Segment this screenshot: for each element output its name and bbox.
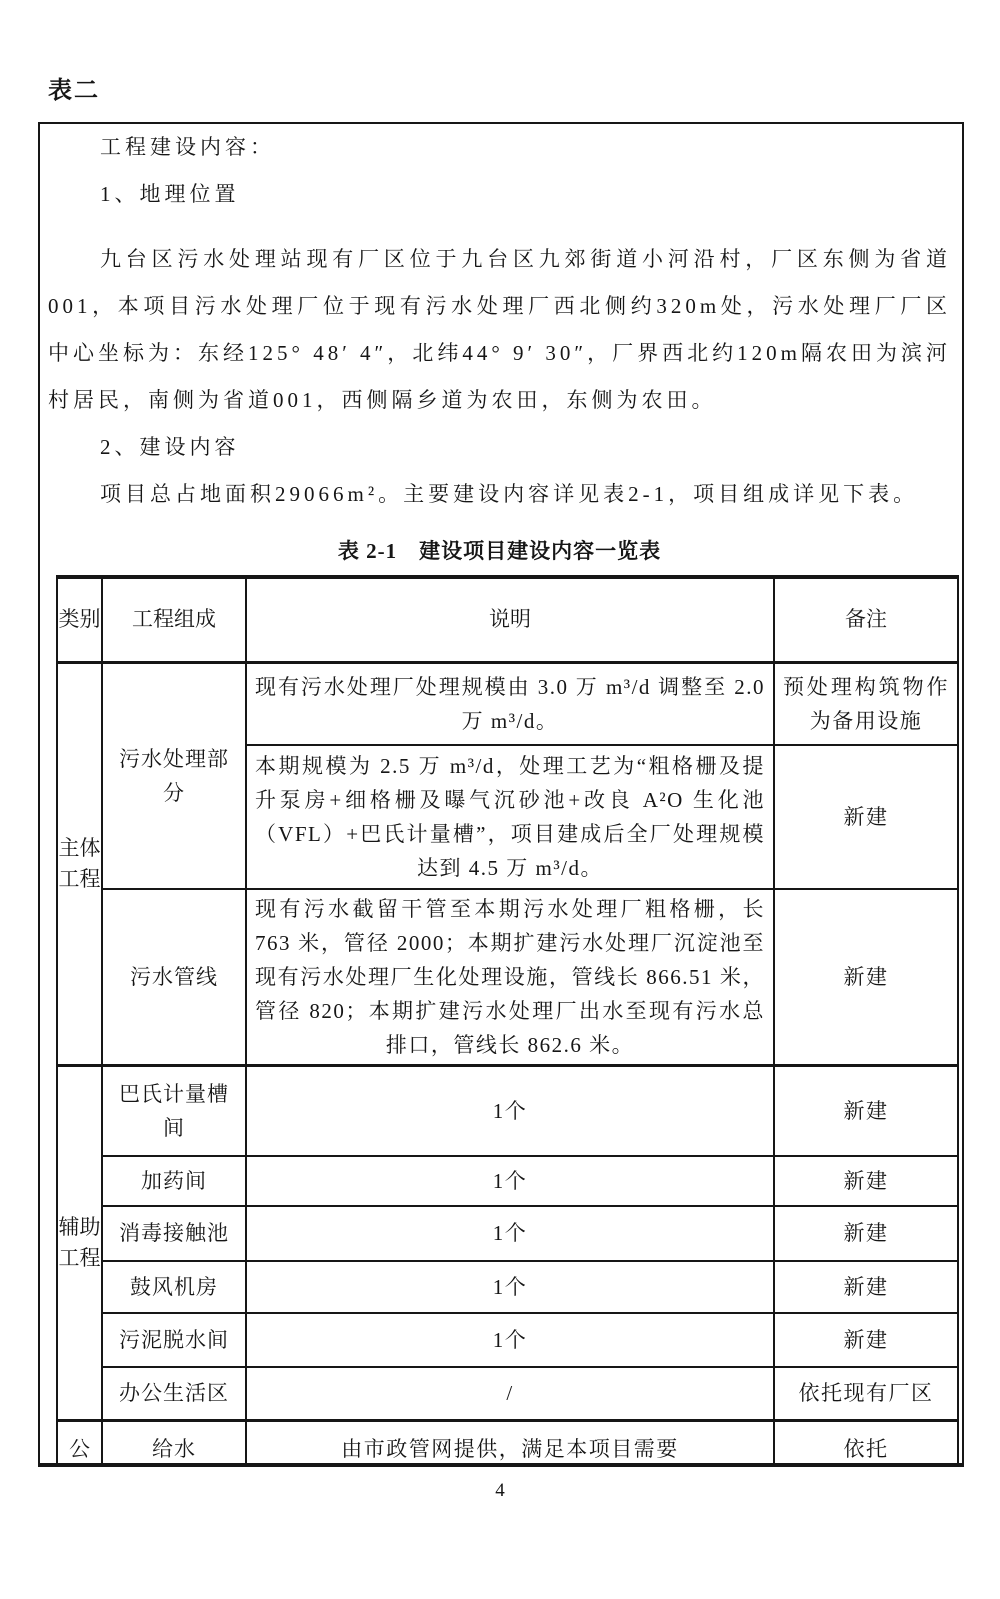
cell-component: 巴氏计量槽间 (102, 1066, 246, 1156)
page-label: 表二 (48, 78, 100, 104)
cell-component: 污水管线 (102, 889, 246, 1066)
table-row (57, 1156, 958, 1206)
cell-description: / (246, 1367, 774, 1421)
cell-component: 给水 (102, 1421, 246, 1468)
cell-remark: 新建 (774, 1313, 958, 1367)
section-2-body: 项目总占地面积29066m²。主要建设内容详见表2-1，项目组成详见下表。 (100, 482, 919, 506)
cell-component: 鼓风机房 (102, 1261, 246, 1313)
table-header-row (57, 577, 958, 662)
cell-description: 1个 (246, 1066, 774, 1156)
heading: 工程建设内容： (100, 135, 275, 159)
header-cell-remark: 备注 (774, 577, 958, 662)
table-caption: 表 2-1 建设项目建设内容一览表 (337, 539, 662, 563)
cell-component: 消毒接触池 (102, 1206, 246, 1261)
table-row (57, 1421, 958, 1468)
table-row (57, 1367, 958, 1421)
construction-table (56, 575, 959, 1467)
header-cell-component: 工程组成 (102, 577, 246, 662)
cell-remark: 新建 (774, 1066, 958, 1156)
table-row (57, 1206, 958, 1261)
cell-description: 1个 (246, 1261, 774, 1313)
cell-component: 污水处理部分 (102, 662, 246, 889)
cell-component: 加药间 (102, 1156, 246, 1206)
cell-component: 办公生活区 (102, 1367, 246, 1421)
cell-category-public-works: 公 (57, 1421, 102, 1468)
cell-description: 1个 (246, 1206, 774, 1261)
table-row (57, 889, 958, 1066)
table-row (57, 1261, 958, 1313)
cell-component: 污泥脱水间 (102, 1313, 246, 1367)
cell-description: 本期规模为 2.5 万 m³/d，处理工艺为“粗格栅及提升泵房+细格栅及曝气沉砂池+改良 A²O 生化池（VFL）+巴氏计量槽”，项目建成后全厂处理规模达到 4.5 万 m³/d。 (246, 745, 774, 889)
page-number: 4 (495, 1480, 505, 1501)
section-2-title: 2、建设内容 (100, 435, 240, 459)
cell-description: 现有污水截留干管至本期污水处理厂粗格栅，长 763 米，管径 2000；本期扩建污水处理厂沉淀池至现有污水处理厂生化处理设施，管线长 866.51 米，管径 820；本期扩建污水处理厂出水至现有污水总排口，管线长 862.6 米。 (246, 889, 774, 1066)
cell-description: 现有污水处理厂处理规模由 3.0 万 m³/d 调整至 2.0 万 m³/d。 (246, 662, 774, 745)
cell-remark: 依托现有厂区 (774, 1367, 958, 1421)
cell-description: 1个 (246, 1156, 774, 1206)
cell-remark: 新建 (774, 1261, 958, 1313)
cell-description: 由市政管网提供，满足本项目需要 (246, 1421, 774, 1468)
cell-remark: 预处理构筑物作为备用设施 (774, 662, 958, 745)
header-cell-description: 说明 (246, 577, 774, 662)
table-row (57, 662, 958, 745)
table-row (57, 1313, 958, 1367)
cell-remark: 新建 (774, 745, 958, 889)
cell-remark: 新建 (774, 1206, 958, 1261)
header-cell-category: 类别 (57, 577, 102, 662)
cell-remark: 新建 (774, 1156, 958, 1206)
section-1-body: 九台区污水处理站现有厂区位于九台区九郊街道小河沿村，厂区东侧为省道001，本项目污水处理厂位于现有污水处理厂西北侧约320m处，污水处理厂厂区中心坐标为：东经125° 48′ 4″，北纬44° 9′ 30″，厂界西北约120m隔农田为滨河村居民，南侧为省道001，西侧隔乡道为农田，东侧为农田。 (48, 247, 951, 412)
cell-remark: 依托 (774, 1421, 958, 1468)
cell-remark: 新建 (774, 889, 958, 1066)
cell-category-auxiliary-works: 辅助工程 (57, 1066, 102, 1421)
cell-category-main-works: 主体工程 (57, 662, 102, 1066)
table-row (57, 1066, 958, 1156)
section-1-title: 1、地理位置 (100, 182, 240, 206)
content-box (38, 122, 964, 1467)
cell-description: 1个 (246, 1313, 774, 1367)
